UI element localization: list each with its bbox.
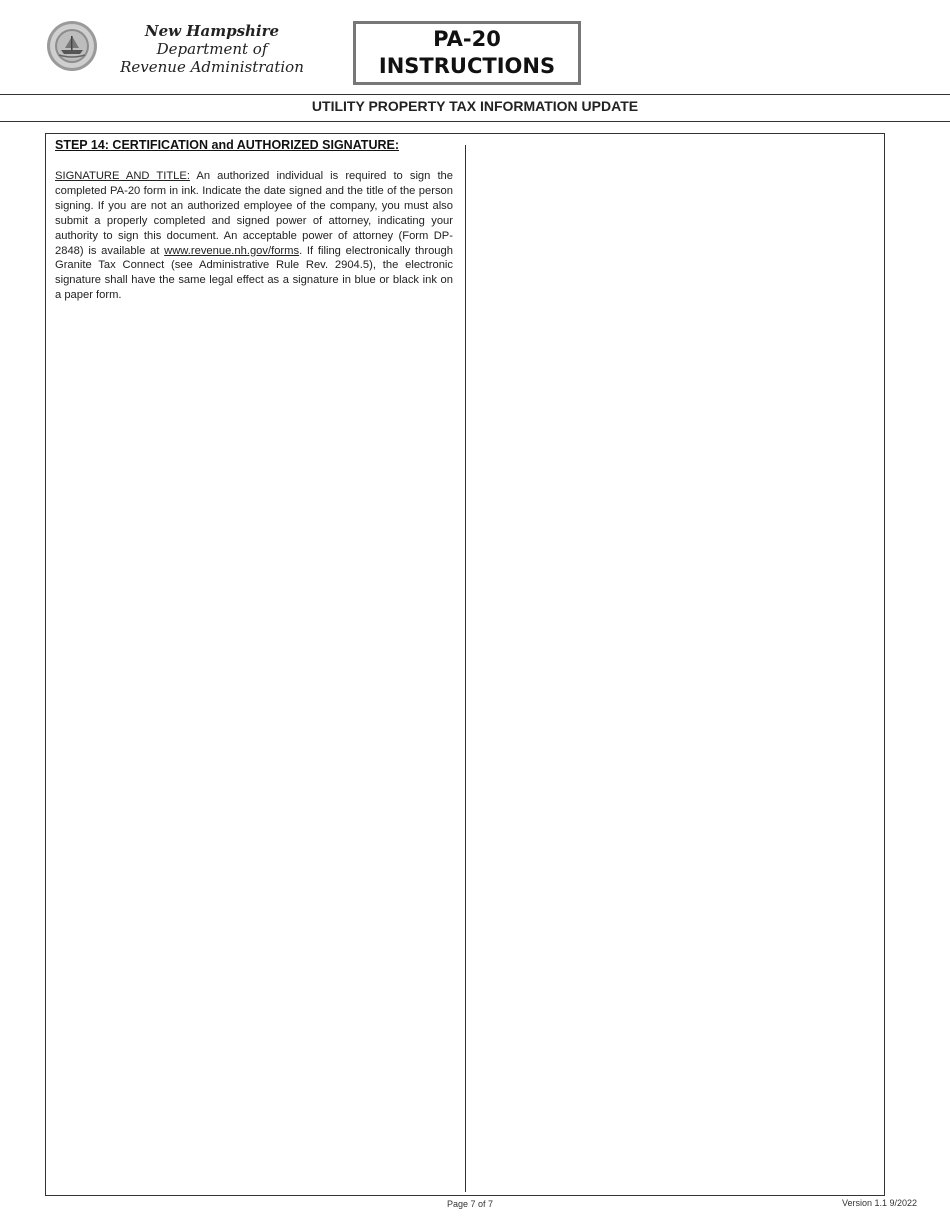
forms-link[interactable]: www.revenue.nh.gov/forms <box>164 244 300 257</box>
signature-text-1: An authorized individual is required to sign the completed PA-20 form in ink. Indicate the date signed and the title of the person signing. If you are not an authorized employee of the company, you must also submit a properly completed and signed power of attorney, indicating your authority to sign this document. An acceptable power of attorney (Form DP-2848) is available at <box>55 170 453 257</box>
department-name: Department of <box>156 40 268 58</box>
column-divider <box>465 145 466 1192</box>
signature-term: SIGNATURE AND TITLE: <box>55 170 190 182</box>
page-number: Page 7 of 7 <box>446 1199 494 1209</box>
signature-text-2: . If filing electronically through Granite Tax Connect (see Administrative Rule Rev. 2904.5), the electronic signature shall have the same legal effect as a signature in blue or black ink on a paper form. <box>55 244 453 302</box>
header-rule-bottom <box>0 121 950 122</box>
left-column <box>55 138 453 303</box>
form-type: INSTRUCTIONS <box>378 54 556 78</box>
version-label: Version 1.1 9/2022 <box>841 1198 917 1208</box>
state-name: New Hampshire <box>144 22 280 40</box>
form-number: PA-20 <box>433 27 501 51</box>
department-block <box>112 22 312 76</box>
header-rule-top <box>0 94 950 95</box>
form-title-box <box>353 21 581 85</box>
signature-paragraph <box>55 169 453 303</box>
state-seal-icon <box>46 20 98 72</box>
step-14-heading: STEP 14: CERTIFICATION and AUTHORIZED SIGNATURE: <box>55 138 399 152</box>
administration-name: Revenue Administration <box>120 58 304 76</box>
page-subtitle: UTILITY PROPERTY TAX INFORMATION UPDATE <box>311 98 639 114</box>
